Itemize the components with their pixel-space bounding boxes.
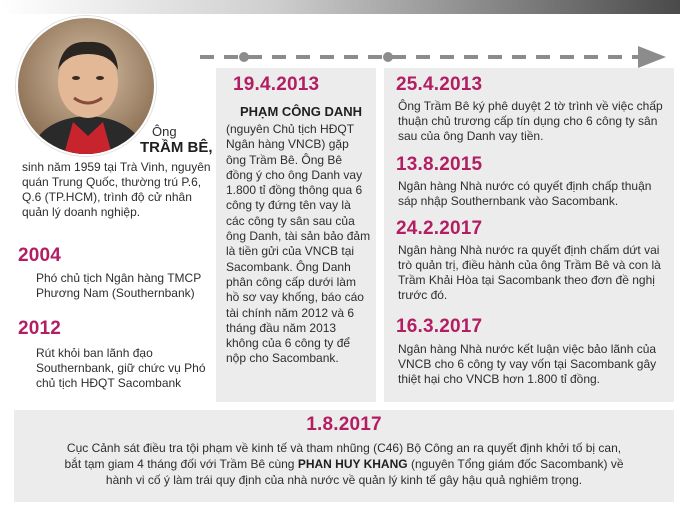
event-date-1-8-2017: 1.8.2017 <box>306 414 382 435</box>
bottom-person-name: PHAN HUY KHANG <box>297 457 408 471</box>
bottom-line-2-pre: bắt tạm giam 4 tháng đối với Trầm Bê cùng <box>64 457 298 471</box>
event-text-25-4-2013: Ông Trầm Bê ký phê duyệt 2 tờ trình về việc chấp thuận chủ trương cấp tín dụng cho 6 công ty sân sau của ông Danh vay tiền. <box>398 99 663 143</box>
event-text-2004: Phó chủ tịch Ngân hàng TMCP Phương Nam (Southernbank) <box>36 271 201 300</box>
profile-name: TRẦM BÊ, <box>140 139 213 156</box>
header-gradient-bar <box>0 0 680 14</box>
bottom-event-body <box>20 440 668 488</box>
event-text-24-2-2017: Ngân hàng Nhà nước ra quyết định chấm dứt vai trò quản trị, điều hành của ông Trầm Bê và con là Trầm Khải Hòa tại Sacombank theo đơn đề nghị trước đó. <box>398 243 661 302</box>
event-text-2012: Rút khỏi ban lãnh đạo Southernbank, giữ chức vụ Phó chủ tịch HĐQT Sacombank <box>36 346 206 390</box>
bottom-line-2 <box>20 456 668 472</box>
event-date-2004: 2004 <box>18 245 62 266</box>
event-date-24-2-2017: 24.2.2017 <box>396 218 483 239</box>
event-date-2012: 2012 <box>18 318 62 339</box>
event-text-13-8-2015: Ngân hàng Nhà nước có quyết định chấp thuận sáp nhập Southernbank vào Sacombank. <box>398 179 652 208</box>
event-text-16-3-2017: Ngân hàng Nhà nước kết luận việc bảo lãnh của VNCB cho 6 công ty vay vốn tại Sacombank gây thiệt hại cho VNCB hơn 1.800 tỉ đồng. <box>398 342 657 386</box>
profile-prefix: Ông <box>152 124 177 139</box>
avatar <box>16 16 156 156</box>
profile-bio: sinh năm 1959 tại Trà Vinh, nguyên quán Trung Quốc, thường trú P.6, Q.6 (TP.HCM), trình độ cử nhân quản lý doanh nghiệp. <box>22 160 211 219</box>
event-date-16-3-2017: 16.3.2017 <box>396 316 483 337</box>
bottom-line-3: hành vi cố ý làm trái quy định của nhà nước về quản lý kinh tế gây hậu quả nghiêm trọng. <box>105 473 583 487</box>
event-text-19-4-2013: (nguyên Chủ tịch HĐQT Ngân hàng VNCB) gặp ông Trầm Bê. Ông Bê đồng ý cho ông Danh vay 1.800 tỉ đồng thông qua 6 công ty đứng tên vay là các công ty sân sau của ông Danh, tài sản bảo đảm là tiền gửi của VNCB tại Sacombank. Ông Danh phân công cấp dưới làm hồ sơ vay khống, báo cáo tài chính năm 2012 và 6 tháng đầu năm 2013 không của 6 công ty để nộp cho Sacombank. <box>226 122 371 366</box>
bottom-line-2-post: (nguyên Tổng giám đốc Sacombank) về <box>407 457 624 471</box>
event-person-name: PHẠM CÔNG DANH <box>240 104 363 119</box>
event-date-25-4-2013: 25.4.2013 <box>396 74 483 95</box>
bottom-line-1: Cục Cảnh sát điều tra tội phạm về kinh tế và tham nhũng (C46) Bộ Công an ra quyết định khởi tố bị can, <box>66 441 622 455</box>
portrait-image <box>18 18 156 156</box>
event-date-13-8-2015: 13.8.2015 <box>396 154 483 175</box>
event-date-19-4-2013: 19.4.2013 <box>233 74 320 95</box>
